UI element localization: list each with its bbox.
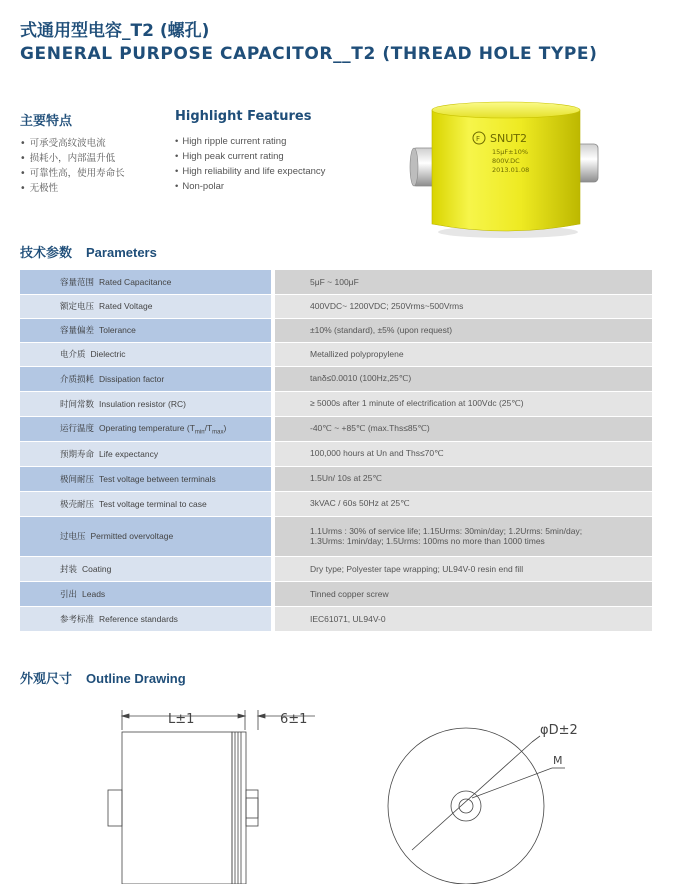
- table-row: 介质损耗 Dissipation factor tanδ≤0.0010 (100Hz,25℃): [20, 366, 652, 391]
- svg-text:800V.DC: 800V.DC: [492, 157, 520, 165]
- capacitor-product-image: [408, 96, 616, 240]
- table-row: 引出 Leads Tinned copper screw: [20, 581, 652, 606]
- table-row: 封装 Coating Dry type; Polyester tape wrapping; UL94V-0 resin end fill: [20, 556, 652, 581]
- feature-item: • 无极性: [20, 181, 125, 196]
- feature-item: • High ripple current rating: [175, 134, 325, 149]
- table-row: 容量偏差 Tolerance ±10% (standard), ±5% (upon request): [20, 318, 652, 342]
- feature-item: • Non-polar: [175, 179, 325, 194]
- table-row: 额定电压 Rated Voltage 400VDC~ 1200VDC; 250Vrms~500Vrms: [20, 294, 652, 318]
- outline-heading: 外观尺寸 Outline Drawing: [20, 671, 186, 687]
- feature-item: • 可靠性高，使用寿命长: [20, 166, 125, 181]
- feature-item: • 损耗小，内部温升低: [20, 151, 125, 166]
- parameters-heading: 技术参数 Parameters: [20, 245, 157, 261]
- svg-text:2013.01.08: 2013.01.08: [492, 166, 530, 174]
- dim-thread: M: [553, 754, 563, 767]
- page-title-cn: 式通用型电容_T2 (螺孔): [20, 21, 210, 41]
- end-view: [388, 728, 565, 884]
- dim-screw: 6±1: [280, 712, 308, 727]
- table-row: 电介质 Dielectric Metallized polypropylene: [20, 342, 652, 366]
- svg-text:F: F: [476, 135, 481, 143]
- dim-length: L±1: [168, 712, 195, 727]
- table-row: 容量范围 Rated Capacitance 5μF ~ 100μF: [20, 270, 652, 294]
- features-heading-cn: 主要特点: [20, 114, 73, 129]
- outline-drawing: [0, 690, 698, 884]
- table-row: 极壳耐压 Test voltage terminal to case 3kVAC / 60s 50Hz at 25℃: [20, 491, 652, 516]
- feature-item: • 可承受高纹波电流: [20, 136, 125, 151]
- svg-text:15μF±10%: 15μF±10%: [492, 148, 529, 156]
- side-view: [108, 710, 315, 884]
- table-row: 参考标准 Reference standards IEC61071, UL94V-0: [20, 606, 652, 631]
- features-list-cn: [20, 136, 125, 196]
- table-row: 过电压 Permitted overvoltage 1.1Urms : 30% of service life; 1.15Urms: 30min/day; 1.2Urms: 5min/day; 1.3Urms: 1min/day; 1.5Urms: 100ms no more than 1000 times: [20, 516, 652, 556]
- table-row: 时间常数 Insulation resistor (RC) ≥ 5000s after 1 minute of electrification at 100Vdc (25℃): [20, 391, 652, 416]
- product-brand: SNUT2: [490, 132, 527, 145]
- features-heading-en: Highlight Features: [175, 109, 312, 124]
- table-row: 极间耐压 Test voltage between terminals 1.5Un/ 10s at 25℃: [20, 466, 652, 491]
- page-title-en: GENERAL PURPOSE CAPACITOR__T2 (THREAD HOLE TYPE): [20, 44, 598, 64]
- parameters-table: [20, 270, 652, 632]
- feature-item: • High reliability and life expectancy: [175, 164, 325, 179]
- feature-item: • High peak current rating: [175, 149, 325, 164]
- dim-diameter: φD±2: [540, 723, 578, 738]
- table-row: 运行温度 Operating temperature $(T_{min}/T_{max})$ -40℃ ~ +85℃ (max.Ths≤85℃): [20, 416, 652, 441]
- features-list-en: [175, 134, 325, 194]
- table-row: 预期寿命 Life expectancy 100,000 hours at Un and Ths≤70℃: [20, 441, 652, 466]
